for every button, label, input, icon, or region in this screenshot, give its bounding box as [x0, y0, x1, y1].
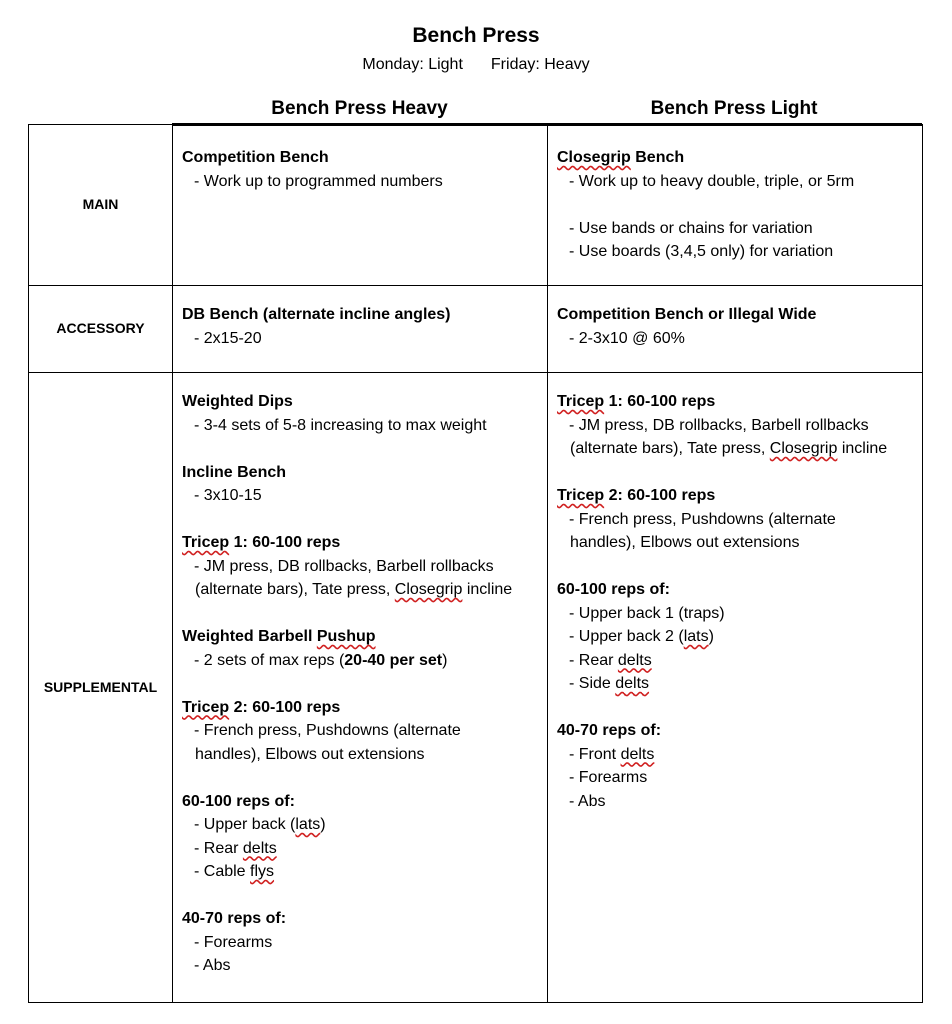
main-light-title — [557, 146, 912, 170]
block-item — [182, 837, 537, 861]
page-title: Bench Press — [412, 24, 540, 47]
text-run: - Side — [569, 675, 616, 692]
block-title — [557, 484, 912, 508]
main-light-item: - Work up to heavy double, triple, or 5rm — [569, 172, 855, 190]
text-run: incline — [837, 440, 888, 457]
block-title — [557, 390, 912, 414]
spellcheck-word: Pushup — [316, 628, 376, 645]
text-run: - Cable — [194, 863, 251, 880]
text-run: - Upper back 2 ( — [569, 628, 684, 645]
block-item-cont: handles), Elbows out extensions — [195, 745, 425, 763]
column-header-heavy: Bench Press Heavy — [271, 98, 448, 119]
block-title — [182, 696, 537, 720]
accessory-heavy-title: DB Bench (alternate incline angles) — [182, 306, 451, 323]
block-title: 60-100 reps of: — [557, 581, 670, 598]
block-item: - 3-4 sets of 5-8 increasing to max weight — [194, 416, 487, 434]
column-header-light: Bench Press Light — [650, 98, 818, 119]
main-light-cell — [548, 125, 923, 286]
tricep2-block — [557, 484, 912, 555]
supplemental-heavy-cell — [173, 373, 548, 1003]
text-run: - 2 sets of max reps ( — [194, 651, 345, 669]
row-accessory — [29, 286, 923, 373]
row-label-accessory: ACCESSORY — [29, 286, 173, 373]
block-title — [182, 625, 537, 649]
main-light-item: - Use bands or chains for variation — [569, 219, 813, 237]
text-run: (alternate bars), Tate press, — [195, 581, 395, 598]
block-title-rest: 2: 60-100 reps — [229, 698, 341, 716]
accessory-heavy-item: - 2x15-20 — [194, 329, 262, 347]
main-heavy-item: - Work up to programmed numbers — [194, 172, 443, 190]
block-item: - Forearms — [194, 933, 273, 951]
text-run: ) — [320, 816, 326, 833]
main-heavy-title: Competition Bench — [182, 149, 329, 166]
spellcheck-word: delts — [620, 745, 655, 763]
text-run: incline — [462, 581, 513, 598]
block-item-cont: handles), Elbows out extensions — [570, 534, 800, 551]
block-item — [182, 813, 537, 837]
block-title-rest: 1: 60-100 reps — [229, 534, 341, 551]
spacer — [557, 193, 912, 217]
block-title-rest: 2: 60-100 reps — [604, 487, 716, 504]
block-item — [557, 672, 912, 696]
text-run: (alternate bars), Tate press, — [570, 440, 770, 457]
block-item-cont — [182, 578, 537, 602]
spellcheck-word: Tricep — [182, 698, 230, 716]
text-run: - Front — [569, 745, 621, 763]
supplemental-light-cell — [548, 373, 923, 1003]
dips-block — [182, 390, 537, 437]
row-label-main: MAIN — [29, 125, 173, 286]
spellcheck-word: flys — [250, 863, 275, 880]
spellcheck-word: lats — [295, 816, 321, 833]
pushup-block — [182, 625, 537, 672]
block-title — [182, 531, 537, 555]
page-subtitle — [0, 56, 952, 74]
block-item: - French press, Pushdowns (alternate — [194, 722, 461, 739]
row-supplemental — [29, 373, 923, 1003]
text-run: - Upper back ( — [194, 816, 296, 833]
block-item — [182, 649, 537, 673]
text-run: - Rear — [194, 839, 243, 857]
reps60-block — [182, 790, 537, 884]
program-table — [28, 124, 923, 1003]
spellcheck-word: Closegrip — [394, 581, 463, 598]
bold-run: 20-40 per set — [344, 651, 443, 669]
text-run: ) — [708, 628, 714, 645]
block-title: 40-70 reps of: — [557, 722, 662, 739]
block-item: - Abs — [569, 792, 606, 810]
reps40-block — [557, 719, 912, 813]
block-title: 60-100 reps of: — [182, 792, 295, 810]
tricep1-block — [182, 531, 537, 602]
reps60-block — [557, 578, 912, 696]
spellcheck-word: lats — [683, 628, 709, 645]
block-item-cont — [557, 437, 912, 461]
subtitle-friday: Friday: Heavy — [490, 56, 590, 73]
block-title: 40-70 reps of: — [182, 910, 287, 927]
block-item: - 3x10-15 — [194, 487, 262, 504]
main-light-title-rest: Bench — [630, 149, 685, 166]
spellcheck-word: delts — [242, 839, 277, 857]
block-item: - Abs — [194, 957, 231, 974]
accessory-light-title: Competition Bench or Illegal Wide — [557, 306, 817, 323]
spellcheck-word: delts — [615, 675, 650, 692]
spellcheck-word: Tricep — [182, 534, 230, 551]
tricep1-block — [557, 390, 912, 461]
block-item: - JM press, DB rollbacks, Barbell rollbacks — [194, 557, 494, 575]
incline-block — [182, 461, 537, 508]
block-item: - French press, Pushdowns (alternate — [569, 510, 836, 528]
accessory-heavy-cell — [173, 286, 548, 373]
block-title: Incline Bench — [182, 463, 287, 481]
spellcheck-word: Closegrip — [557, 149, 631, 166]
block-title-rest: 1: 60-100 reps — [604, 393, 716, 410]
spellcheck-word: Tricep — [557, 487, 605, 504]
accessory-light-cell — [548, 286, 923, 373]
main-heavy-cell — [173, 125, 548, 286]
block-item: - Upper back 1 (traps) — [569, 604, 725, 622]
spellcheck-word: Tricep — [557, 393, 605, 410]
tricep2-block — [182, 696, 537, 767]
accessory-light-item: - 2-3x10 @ 60% — [569, 329, 685, 347]
text-run: Weighted Barbell — [182, 628, 317, 645]
subtitle-monday: Monday: Light — [362, 56, 463, 73]
spellcheck-word: Closegrip — [769, 440, 838, 457]
text-run: - Rear — [569, 651, 618, 669]
block-item: - JM press, DB rollbacks, Barbell rollbacks — [569, 416, 869, 434]
text-run: ) — [442, 651, 448, 669]
spellcheck-word: delts — [617, 651, 652, 669]
main-light-item: - Use boards (3,4,5 only) for variation — [569, 243, 834, 260]
block-item — [557, 743, 912, 767]
reps40-block — [182, 907, 537, 978]
block-item — [182, 860, 537, 884]
block-item — [557, 625, 912, 649]
row-label-supplemental: SUPPLEMENTAL — [29, 373, 173, 1003]
row-main — [29, 125, 923, 286]
block-item — [557, 649, 912, 673]
block-title: Weighted Dips — [182, 393, 293, 410]
block-item: - Forearms — [569, 769, 648, 786]
